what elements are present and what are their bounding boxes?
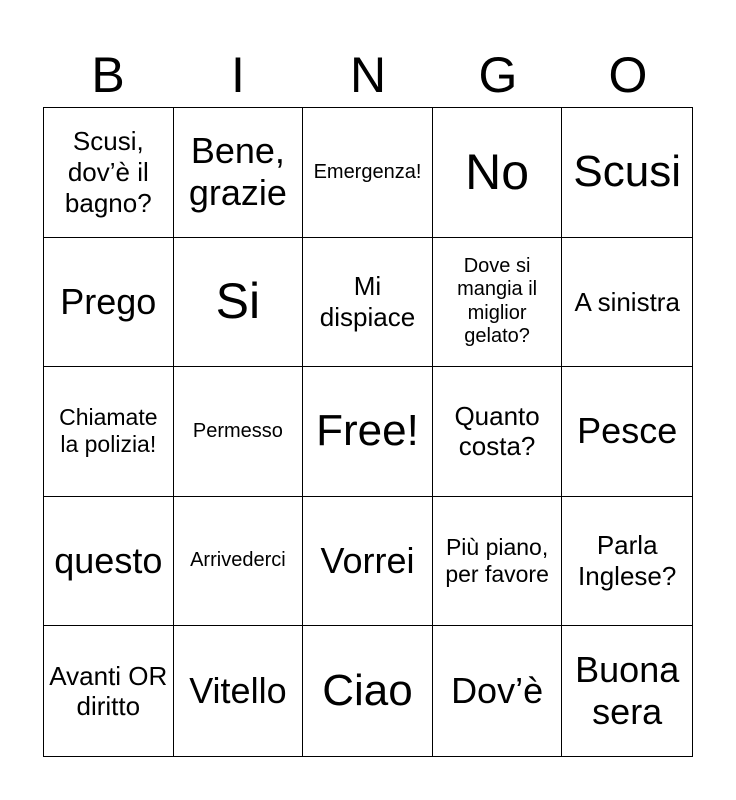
bingo-cell[interactable]: Ciao	[303, 626, 433, 756]
header-letter-i: I	[231, 47, 245, 103]
bingo-cell[interactable]: Buona sera	[575, 648, 680, 733]
bingo-cell[interactable]: Quanto costa?	[433, 367, 563, 497]
bingo-cell[interactable]: Emergenza!	[303, 108, 433, 238]
bingo-cell[interactable]: Avanti OR diritto	[44, 626, 174, 756]
bingo-cell[interactable]: No	[433, 108, 563, 238]
bingo-cell[interactable]: Vitello	[174, 626, 304, 756]
bingo-cell[interactable]: Pesce	[562, 367, 692, 497]
bingo-card-grid	[43, 107, 693, 757]
bingo-cell[interactable]: Parla Inglese?	[562, 497, 692, 627]
bingo-cell[interactable]: Bene, grazie	[174, 108, 304, 238]
bingo-cell[interactable]: Permesso	[174, 367, 304, 497]
bingo-cell[interactable]: Prego	[44, 238, 174, 368]
header-letter-g: G	[478, 47, 518, 103]
bingo-cell[interactable]: Si	[174, 238, 304, 368]
bingo-cell[interactable]: questo	[44, 497, 174, 627]
bingo-header	[43, 44, 693, 106]
bingo-cell[interactable]: Scusi, dov’è il bagno?	[44, 108, 174, 238]
bingo-cell[interactable]: Più piano, per favore	[433, 497, 563, 627]
bingo-cell[interactable]: Arrivederci	[174, 497, 304, 627]
header-letter-b: B	[91, 47, 125, 103]
header-letter-n: N	[349, 47, 387, 103]
bingo-cell[interactable]: A sinistra	[562, 238, 692, 368]
bingo-cell[interactable]: Vorrei	[303, 497, 433, 627]
bingo-cell[interactable]: Scusi	[562, 108, 692, 238]
bingo-cell[interactable]: Dov’è	[433, 626, 563, 756]
bingo-cell[interactable]: Dove si mangia il miglior gelato?	[433, 238, 563, 368]
bingo-cell[interactable]: Chiamate la polizia!	[44, 367, 174, 497]
bingo-cell free-space[interactable]: Free!	[303, 367, 433, 497]
bingo-cell[interactable]: Mi dispiace	[303, 238, 433, 368]
header-letter-o: O	[608, 47, 648, 103]
